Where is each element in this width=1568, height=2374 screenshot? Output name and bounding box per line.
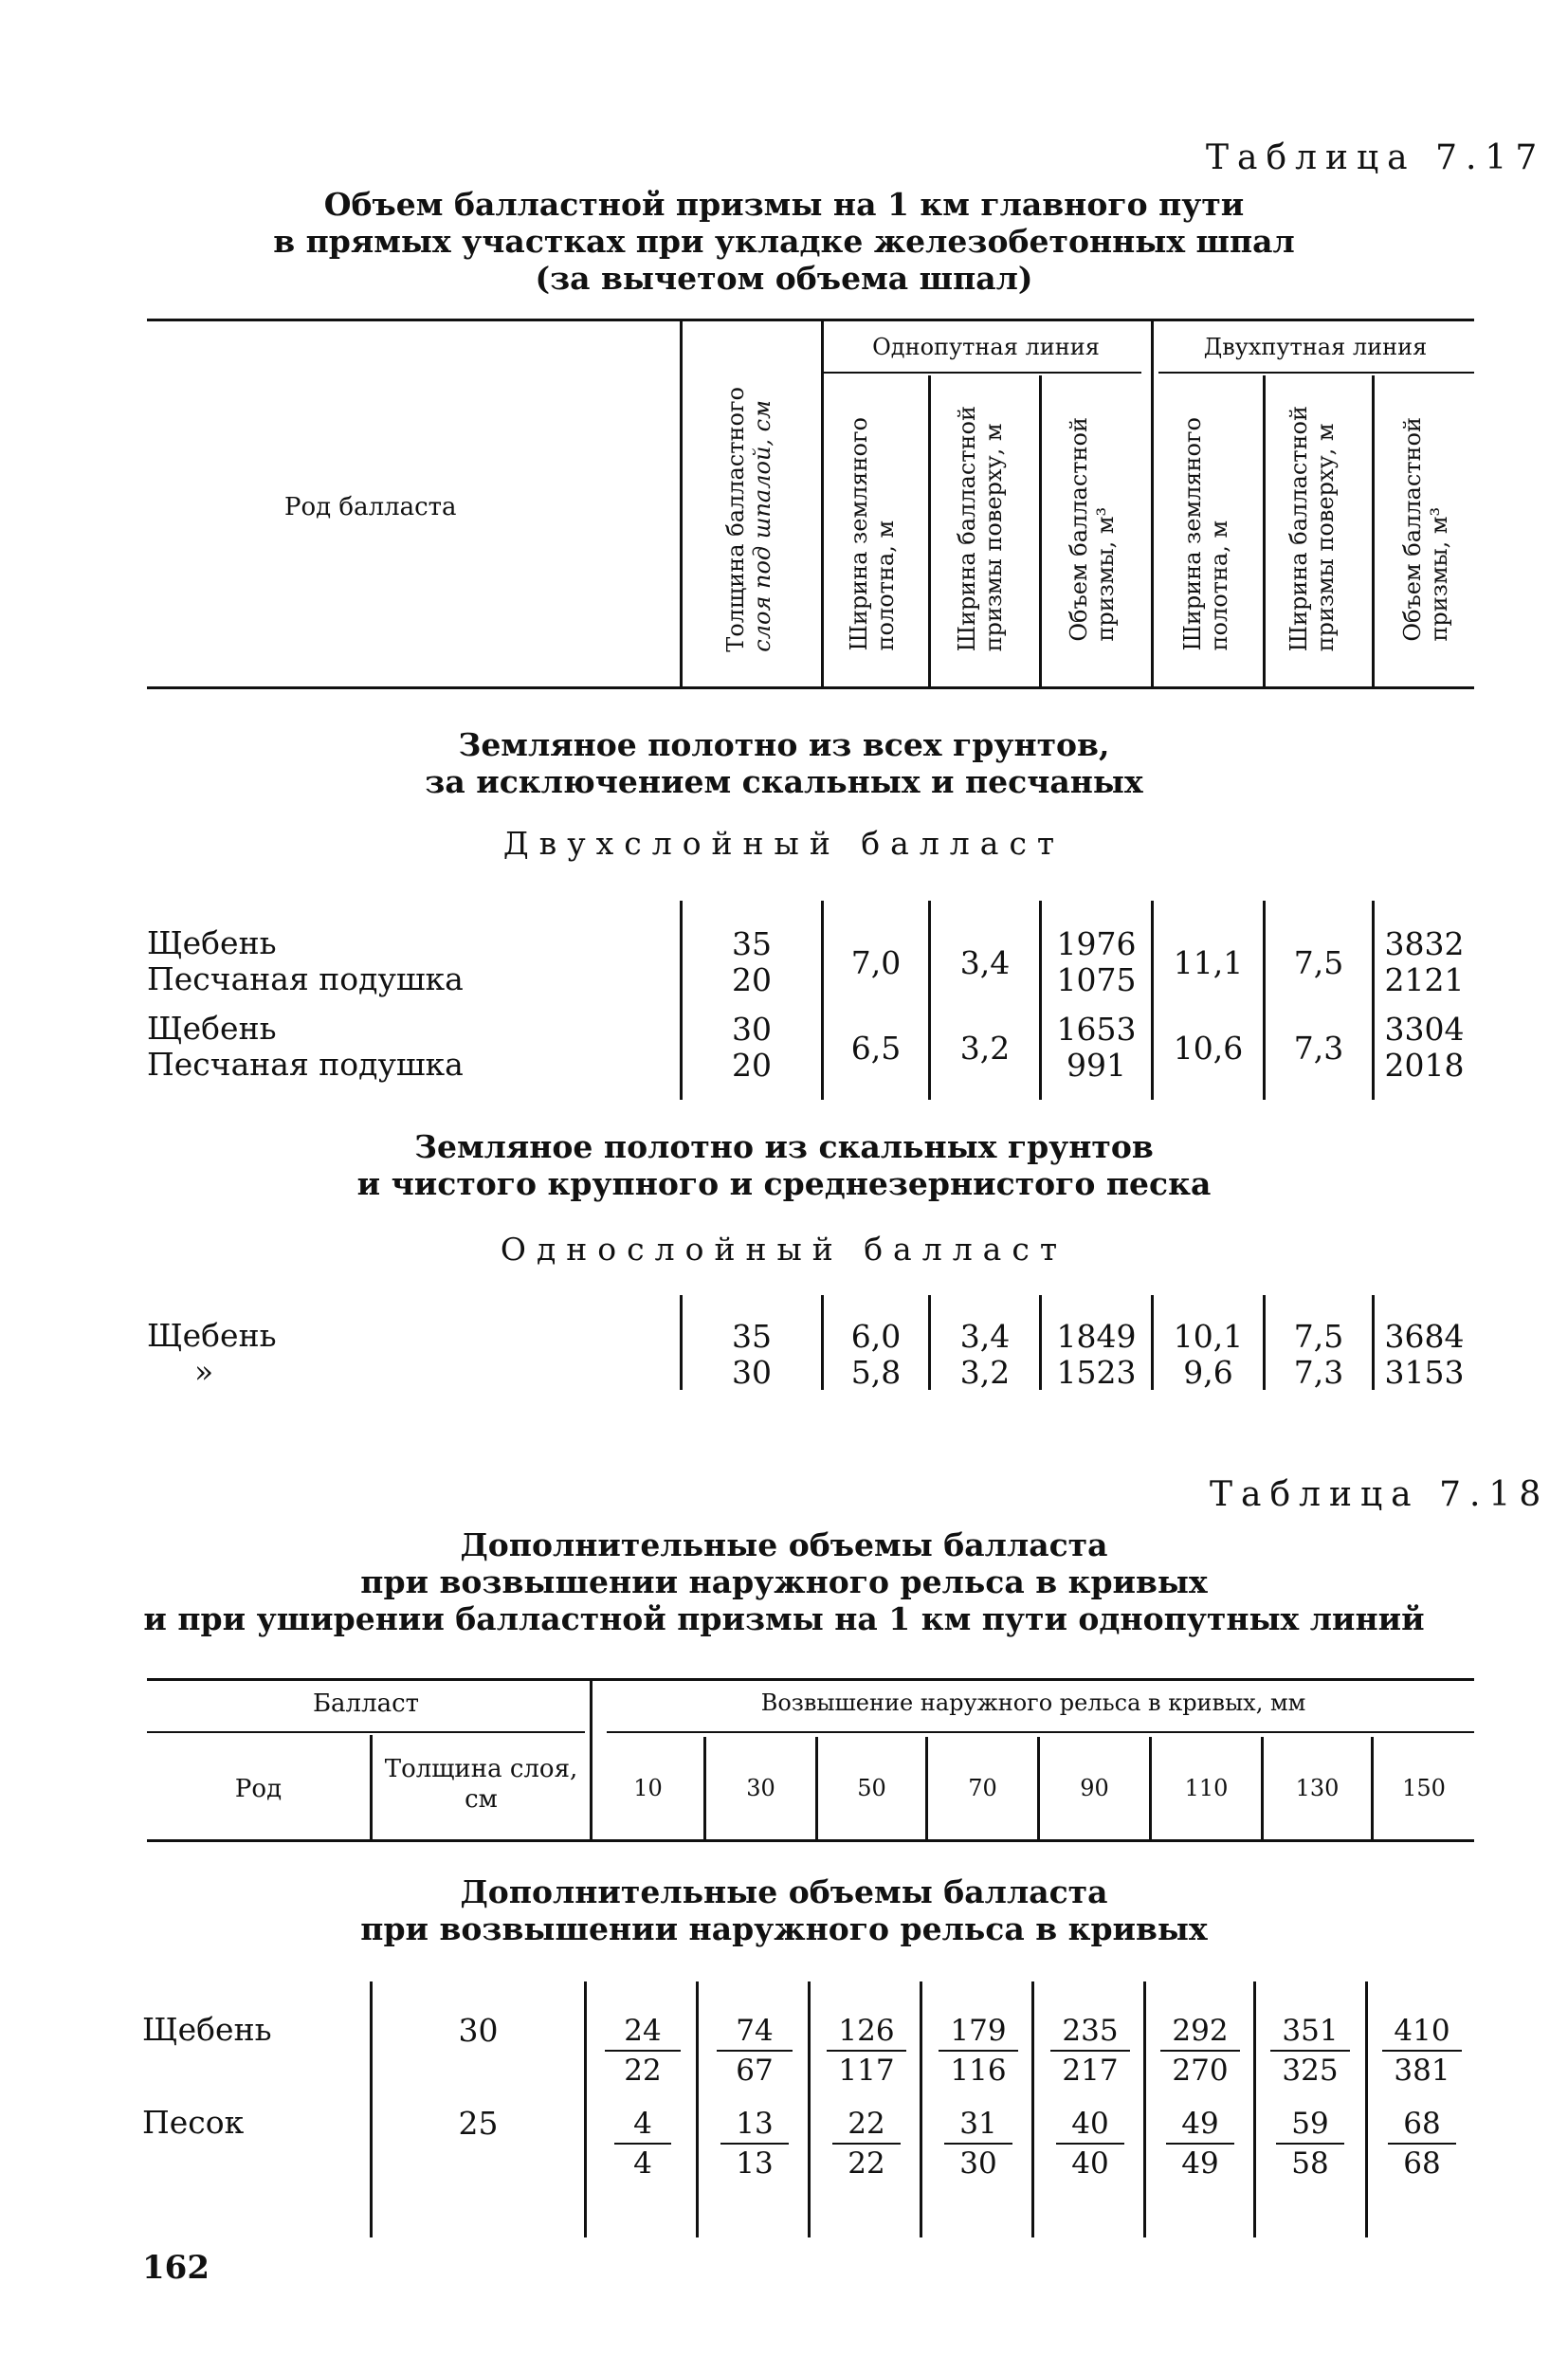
header-line: Объем балластной xyxy=(1399,417,1426,642)
header-divider xyxy=(1039,375,1042,686)
fraction-numerator: 59 xyxy=(1276,2105,1344,2145)
title-line: (за вычетом объема шпал) xyxy=(535,260,1033,297)
col-header-rod: Род балласта xyxy=(284,493,457,521)
cell-single-top: 3,4 xyxy=(959,1318,1011,1355)
fraction-value xyxy=(1056,2105,1124,2182)
row-label: Щебень xyxy=(147,1317,277,1354)
fraction-numerator: 22 xyxy=(832,2105,901,2145)
title-line: Дополнительные объемы балласта xyxy=(460,1873,1108,1910)
fraction-denominator: 68 xyxy=(1403,2146,1441,2181)
row-label: Щебень xyxy=(147,1010,277,1047)
group-single-underline xyxy=(823,372,1141,374)
col-header-thickness xyxy=(373,1754,590,1815)
header-line: Ширина балластной xyxy=(954,406,980,652)
fraction-value xyxy=(827,2012,906,2090)
cell-single-top: 3,2 xyxy=(959,1030,1011,1067)
cell-single-top: 3,2 xyxy=(959,1354,1011,1391)
fraction-value xyxy=(1166,2105,1234,2182)
fraction-denominator: 381 xyxy=(1394,2054,1450,2088)
body-divider xyxy=(928,901,931,1100)
header-line: полотна, м xyxy=(872,520,899,651)
title-line: в прямых участках при укладке железобетонных шпал xyxy=(273,223,1295,260)
row-label: Щебень xyxy=(147,924,277,961)
title-line: Объем балластной призмы на 1 км главного пути xyxy=(323,186,1245,223)
body-divider xyxy=(696,1981,699,2237)
header-bottom-rule xyxy=(147,686,1474,689)
header-divider xyxy=(1151,320,1154,686)
header-bottom-rule xyxy=(147,1839,1474,1842)
fraction-numerator: 40 xyxy=(1056,2105,1124,2145)
fraction-denominator: 40 xyxy=(1071,2146,1109,2181)
fraction-value xyxy=(1382,2012,1462,2090)
body-divider xyxy=(1253,1981,1256,2237)
fraction-denominator: 4 xyxy=(633,2146,652,2181)
fraction-value xyxy=(939,2012,1018,2090)
row-label: » xyxy=(194,1353,214,1390)
cell-single-volume: 1849 xyxy=(1056,1318,1137,1355)
header-line: призмы, м³ xyxy=(1426,506,1452,642)
header-line: призмы поверху, м xyxy=(1312,423,1339,652)
cell-single-width: 6,5 xyxy=(850,1030,902,1067)
cell-double-volume: 3832 xyxy=(1384,925,1465,962)
cell-single-width: 7,0 xyxy=(850,944,902,981)
col-header-thickness xyxy=(722,387,775,652)
row-label: Песчаная подушка xyxy=(147,960,464,997)
section-2-subtitle: Однослойный балласт xyxy=(500,1231,1068,1268)
body-divider xyxy=(584,1981,587,2237)
table-7-18-title xyxy=(0,1526,1568,1637)
header-line: см xyxy=(465,1785,498,1814)
table-7-18-caption: Таблица 7.18 xyxy=(1210,1475,1550,1514)
row-label: Щебень xyxy=(142,2011,272,2048)
section-1-subtitle: Двухслойный балласт xyxy=(502,825,1066,862)
row-label: Песок xyxy=(142,2104,245,2141)
header-top-rule xyxy=(147,1678,1474,1681)
header-divider xyxy=(680,320,683,686)
elevation-underline xyxy=(607,1731,1474,1733)
cell-thickness: 30 xyxy=(732,1011,772,1048)
fraction-numerator: 13 xyxy=(720,2105,789,2145)
header-line: Ширина земляного xyxy=(846,417,872,651)
fraction-denominator: 22 xyxy=(624,2054,662,2088)
fraction-value xyxy=(717,2012,793,2090)
fraction-denominator: 49 xyxy=(1181,2146,1219,2181)
header-line: полотна, м xyxy=(1206,520,1232,651)
cell-double-volume: 3304 xyxy=(1384,1011,1465,1048)
fraction-value xyxy=(1276,2105,1344,2182)
body-divider xyxy=(1151,901,1154,1100)
cell-thickness: 30 xyxy=(732,1354,772,1391)
fraction-numerator: 24 xyxy=(605,2012,681,2052)
header-line: призмы поверху, м xyxy=(980,423,1007,652)
col-header-double-width xyxy=(1179,417,1232,651)
group-header-single: Однопутная линия xyxy=(872,334,1100,360)
table-7-17-title xyxy=(0,186,1568,297)
fraction-value xyxy=(1050,2012,1130,2090)
col-header-single-top xyxy=(954,406,1007,651)
col-header-single-width xyxy=(846,417,899,651)
title-line: за исключением скальных и песчаных xyxy=(425,763,1143,800)
cell-double-top: 7,3 xyxy=(1293,1030,1344,1067)
cell-double-volume: 3684 xyxy=(1384,1318,1465,1355)
header-line: Ширина балластной xyxy=(1285,406,1312,652)
fraction-value xyxy=(720,2105,789,2182)
cell-single-volume: 1653 xyxy=(1056,1011,1137,1048)
cell-single-width: 6,0 xyxy=(850,1318,902,1355)
col-header-elev: 110 xyxy=(1184,1775,1229,1801)
cell-thickness: 20 xyxy=(732,1047,772,1084)
table-7-18-section-title xyxy=(0,1873,1568,1947)
cell-single-volume: 1976 xyxy=(1056,925,1137,962)
col-header-double-top xyxy=(1285,406,1339,651)
fraction-denominator: 117 xyxy=(838,2054,895,2088)
col-header-ballast: Балласт xyxy=(312,1689,420,1718)
title-line: при возвышении наружного рельса в кривых xyxy=(360,1910,1208,1947)
fraction-value xyxy=(614,2105,671,2182)
group-double-underline xyxy=(1158,372,1474,374)
body-divider xyxy=(1031,1981,1034,2237)
cell-double-width: 11,1 xyxy=(1173,944,1244,981)
cell-double-top: 7,5 xyxy=(1293,944,1344,981)
cell-single-width: 5,8 xyxy=(850,1354,902,1391)
fraction-value xyxy=(605,2012,681,2090)
cell-double-width: 10,6 xyxy=(1173,1030,1244,1067)
title-line: и чистого крупного и среднезернистого песка xyxy=(356,1165,1212,1202)
fraction-numerator: 4 xyxy=(614,2105,671,2145)
col-header-elev: 130 xyxy=(1295,1775,1340,1801)
cell-double-width: 9,6 xyxy=(1183,1354,1233,1391)
header-line: Объем балластной xyxy=(1066,417,1092,642)
body-divider xyxy=(821,901,824,1100)
cell-double-volume: 3153 xyxy=(1384,1354,1465,1391)
title-line: Земляное полотно из всех грунтов, xyxy=(458,726,1110,763)
cell-thickness: 35 xyxy=(732,1318,772,1355)
col-header-elev: 150 xyxy=(1402,1775,1446,1801)
group-header-double: Двухпутная линия xyxy=(1203,334,1428,360)
fraction-denominator: 30 xyxy=(959,2146,997,2181)
header-line: Ширина земляного xyxy=(1179,417,1206,651)
col-header-elev: 10 xyxy=(633,1775,663,1801)
header-line: Толщина слоя, xyxy=(384,1755,578,1783)
fraction-denominator: 22 xyxy=(848,2146,885,2181)
fraction-numerator: 68 xyxy=(1388,2105,1456,2145)
fraction-value xyxy=(944,2105,1012,2182)
title-line: при возвышении наружного рельса в кривых xyxy=(360,1563,1208,1600)
cell-double-top: 7,3 xyxy=(1293,1354,1344,1391)
fraction-denominator: 13 xyxy=(736,2146,774,2181)
header-divider xyxy=(928,375,931,686)
cell-thickness: 30 xyxy=(458,2012,499,2049)
title-line: и при уширении балластной призмы на 1 км пути однопутных линий xyxy=(143,1600,1425,1637)
fraction-value xyxy=(832,2105,901,2182)
cell-thickness: 25 xyxy=(458,2105,499,2142)
body-divider xyxy=(1365,1981,1368,2237)
col-header-elev: 30 xyxy=(746,1775,775,1801)
cell-single-volume: 991 xyxy=(1067,1047,1126,1084)
cell-double-volume: 2018 xyxy=(1384,1047,1465,1084)
col-header-rod: Род xyxy=(234,1775,283,1803)
col-header-elev: 50 xyxy=(857,1775,886,1801)
body-divider xyxy=(1143,1981,1146,2237)
ballast-underline xyxy=(147,1731,585,1733)
col-header-elev: 70 xyxy=(968,1775,997,1801)
fraction-numerator: 292 xyxy=(1160,2012,1240,2052)
col-header-elevation: Возвышение наружного рельса в кривых, мм xyxy=(760,1689,1306,1716)
cell-single-volume: 1523 xyxy=(1056,1354,1137,1391)
col-header-double-volume xyxy=(1399,417,1452,642)
header-line: Толщина балластного xyxy=(722,387,749,652)
cell-single-volume: 1075 xyxy=(1056,961,1137,998)
col-header-single-volume xyxy=(1066,417,1119,642)
cell-thickness: 35 xyxy=(732,925,772,962)
fraction-numerator: 235 xyxy=(1050,2012,1130,2052)
header-line: слоя под шпалой, см xyxy=(749,399,775,652)
fraction-denominator: 116 xyxy=(950,2054,1007,2088)
header-top-rule xyxy=(147,319,1474,321)
fraction-denominator: 325 xyxy=(1282,2054,1339,2088)
cell-double-top: 7,5 xyxy=(1293,1318,1344,1355)
body-divider xyxy=(1263,901,1266,1100)
table-7-17-caption: Таблица 7.17 xyxy=(1206,138,1546,177)
body-divider xyxy=(808,1981,811,2237)
fraction-value xyxy=(1270,2012,1350,2090)
row-label: Песчаная подушка xyxy=(147,1046,464,1083)
section-2-title xyxy=(0,1128,1568,1202)
cell-double-volume: 2121 xyxy=(1384,961,1465,998)
fraction-numerator: 410 xyxy=(1382,2012,1462,2052)
section-1-title xyxy=(0,726,1568,800)
fraction-numerator: 126 xyxy=(827,2012,906,2052)
fraction-denominator: 58 xyxy=(1291,2146,1329,2181)
fraction-numerator: 74 xyxy=(717,2012,793,2052)
fraction-numerator: 31 xyxy=(944,2105,1012,2145)
header-divider xyxy=(821,320,824,686)
header-line: призмы, м³ xyxy=(1092,506,1119,642)
fraction-value xyxy=(1388,2105,1456,2182)
fraction-value xyxy=(1160,2012,1240,2090)
header-divider xyxy=(1263,375,1266,686)
fraction-numerator: 351 xyxy=(1270,2012,1350,2052)
cell-single-top: 3,4 xyxy=(959,944,1011,981)
cell-double-width: 10,1 xyxy=(1173,1318,1244,1355)
title-line: Земляное полотно из скальных грунтов xyxy=(414,1128,1154,1165)
col-header-elev: 90 xyxy=(1080,1775,1109,1801)
fraction-denominator: 67 xyxy=(736,2054,774,2088)
cell-thickness: 20 xyxy=(732,961,772,998)
fraction-denominator: 270 xyxy=(1172,2054,1229,2088)
body-divider xyxy=(920,1981,922,2237)
fraction-denominator: 217 xyxy=(1062,2054,1119,2088)
title-line: Дополнительные объемы балласта xyxy=(460,1526,1108,1563)
header-divider xyxy=(1372,375,1375,686)
fraction-numerator: 179 xyxy=(939,2012,1018,2052)
fraction-numerator: 49 xyxy=(1166,2105,1234,2145)
page-number: 162 xyxy=(142,2249,210,2287)
